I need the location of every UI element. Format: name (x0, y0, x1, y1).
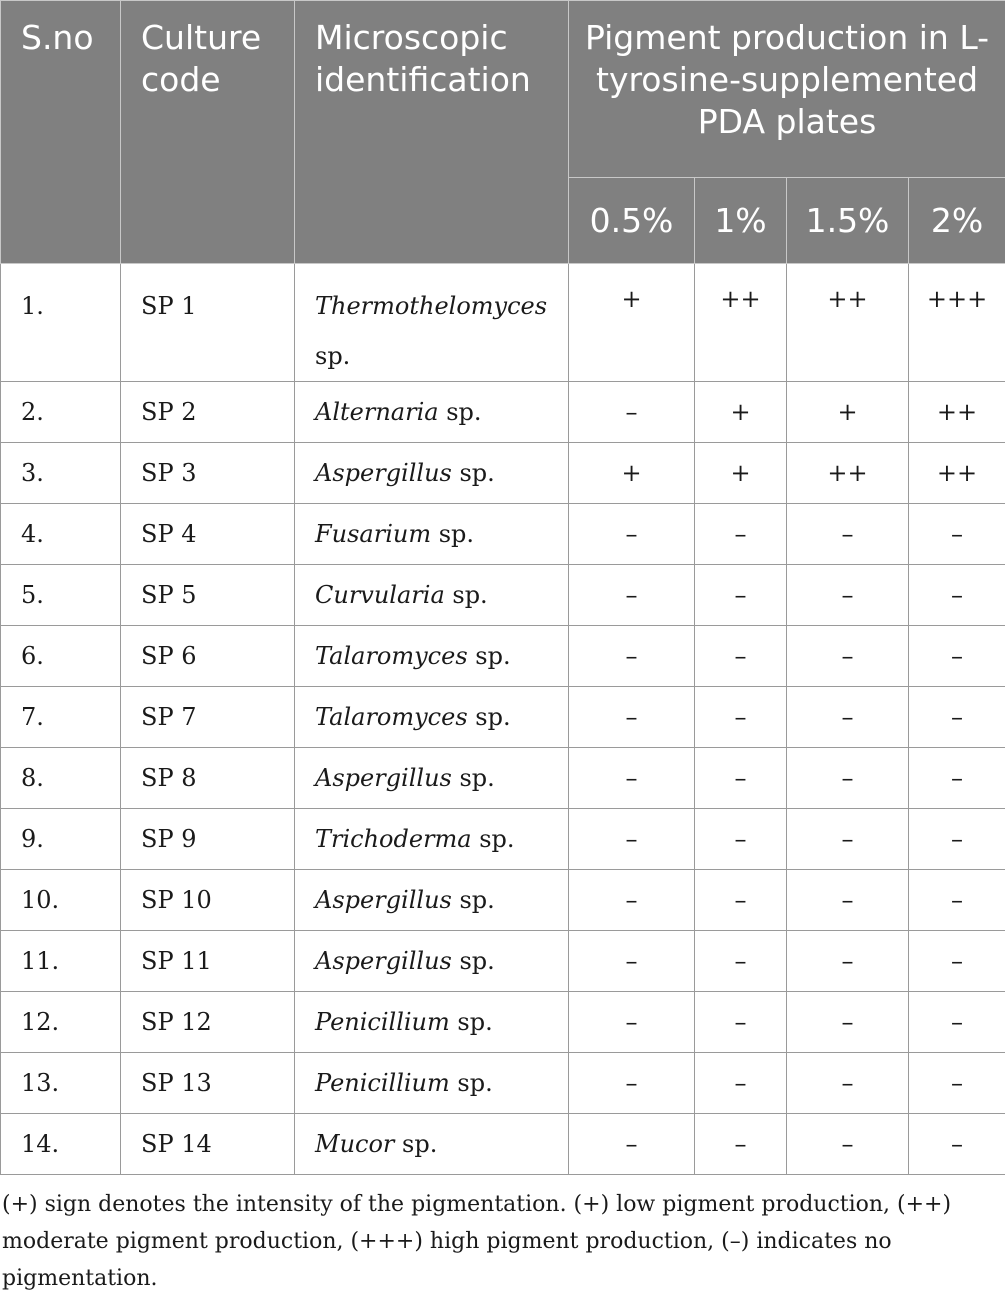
cell-identification (295, 687, 569, 748)
table-row (1, 1053, 1005, 1114)
table-row (1, 870, 1005, 931)
cell-pigment-value: + (569, 264, 695, 382)
cell-pigment-value: – (695, 1053, 787, 1114)
cell-pigment-value: – (787, 1114, 909, 1175)
species-suffix: sp. (452, 459, 495, 487)
cell-pigment-value: – (787, 626, 909, 687)
cell-sno: 12. (1, 992, 121, 1053)
cell-pigment-value: – (787, 992, 909, 1053)
cell-identification (295, 1114, 569, 1175)
cell-pigment-value: ++ (695, 264, 787, 382)
table-row (1, 1114, 1005, 1175)
cell-pigment-value: +++ (909, 264, 1005, 382)
species-suffix: sp. (452, 764, 495, 792)
cell-pigment-value: – (787, 565, 909, 626)
header-culture-code: Culture code (121, 1, 295, 264)
cell-pigment-value: – (695, 504, 787, 565)
species-suffix: sp. (394, 1130, 437, 1158)
cell-pigment-value: – (569, 382, 695, 443)
genus-name: Talaromyces (315, 703, 468, 731)
cell-culture-code: SP 4 (121, 504, 295, 565)
genus-name: Thermothelomyces (315, 292, 547, 320)
cell-pigment-value: – (695, 626, 787, 687)
cell-culture-code: SP 10 (121, 870, 295, 931)
cell-pigment-value: – (569, 931, 695, 992)
cell-pigment-value: + (695, 443, 787, 504)
cell-pigment-value: – (909, 504, 1005, 565)
table-row (1, 504, 1005, 565)
cell-pigment-value: – (695, 565, 787, 626)
cell-pigment-value: – (569, 748, 695, 809)
table-row (1, 626, 1005, 687)
cell-sno: 10. (1, 870, 121, 931)
cell-pigment-value: ++ (787, 443, 909, 504)
table-row (1, 565, 1005, 626)
cell-pigment-value: – (569, 687, 695, 748)
cell-pigment-value: – (909, 992, 1005, 1053)
cell-identification (295, 931, 569, 992)
cell-pigment-value: – (909, 870, 1005, 931)
table-row (1, 748, 1005, 809)
genus-name: Alternaria (315, 398, 439, 426)
cell-identification (295, 626, 569, 687)
cell-pigment-value: + (569, 443, 695, 504)
species-suffix: sp. (315, 342, 350, 370)
cell-identification (295, 1053, 569, 1114)
cell-pigment-value: + (787, 382, 909, 443)
species-suffix: sp. (468, 703, 511, 731)
cell-pigment-value: – (787, 748, 909, 809)
table-row (1, 809, 1005, 870)
cell-sno: 7. (1, 687, 121, 748)
species-suffix: sp. (450, 1008, 493, 1036)
cell-culture-code: SP 5 (121, 565, 295, 626)
cell-pigment-value: – (695, 1114, 787, 1175)
cell-pigment-value: – (909, 748, 1005, 809)
cell-pigment-value: – (909, 626, 1005, 687)
cell-sno: 14. (1, 1114, 121, 1175)
cell-culture-code: SP 1 (121, 264, 295, 382)
cell-sno: 11. (1, 931, 121, 992)
cell-identification (295, 809, 569, 870)
cell-culture-code: SP 11 (121, 931, 295, 992)
cell-culture-code: SP 14 (121, 1114, 295, 1175)
table-row (1, 443, 1005, 504)
header-concentration: 0.5% (569, 178, 695, 264)
table-row (1, 382, 1005, 443)
cell-pigment-value: – (909, 1053, 1005, 1114)
cell-identification (295, 264, 569, 382)
cell-pigment-value: – (695, 870, 787, 931)
cell-sno: 13. (1, 1053, 121, 1114)
cell-pigment-value: – (787, 809, 909, 870)
cell-pigment-value: – (695, 809, 787, 870)
cell-pigment-value: – (569, 1114, 695, 1175)
cell-sno: 1. (1, 264, 121, 382)
cell-pigment-value: – (909, 1114, 1005, 1175)
species-suffix: sp. (450, 1069, 493, 1097)
cell-culture-code: SP 12 (121, 992, 295, 1053)
table-row (1, 931, 1005, 992)
table-row (1, 687, 1005, 748)
cell-culture-code: SP 13 (121, 1053, 295, 1114)
cell-identification (295, 992, 569, 1053)
species-suffix: sp. (468, 642, 511, 670)
cell-identification (295, 565, 569, 626)
table-row (1, 992, 1005, 1053)
genus-name: Talaromyces (315, 642, 468, 670)
genus-name: Trichoderma (315, 825, 472, 853)
cell-pigment-value: – (695, 992, 787, 1053)
table-header (1, 1, 1005, 264)
species-suffix: sp. (452, 947, 495, 975)
cell-identification (295, 382, 569, 443)
cell-culture-code: SP 8 (121, 748, 295, 809)
species-suffix: sp. (445, 581, 488, 609)
species-suffix: sp. (452, 886, 495, 914)
cell-identification (295, 870, 569, 931)
cell-pigment-value: – (569, 870, 695, 931)
header-concentration: 1.5% (787, 178, 909, 264)
cell-identification (295, 504, 569, 565)
cell-pigment-value: – (787, 687, 909, 748)
cell-identification (295, 748, 569, 809)
cell-culture-code: SP 2 (121, 382, 295, 443)
header-sno: S.no (1, 1, 121, 264)
cell-sno: 2. (1, 382, 121, 443)
cell-pigment-value: – (569, 1053, 695, 1114)
cell-pigment-value: – (695, 687, 787, 748)
cell-pigment-value: – (569, 565, 695, 626)
genus-name: Aspergillus (315, 764, 452, 792)
cell-pigment-value: – (787, 1053, 909, 1114)
species-suffix: sp. (472, 825, 515, 853)
table-body (1, 264, 1005, 1175)
cell-pigment-value: – (787, 504, 909, 565)
genus-name: Aspergillus (315, 459, 452, 487)
cell-pigment-value: – (569, 809, 695, 870)
table-footnote: (+) sign denotes the intensity of the pigmentation. (+) low pigment production, (++) moderate pigment production, (+++) high pigment production, (–) indicates no pigmentation. (2, 1186, 962, 1297)
header-pigment-production: Pigment production in L-tyrosine-supplemented PDA plates (569, 1, 1005, 178)
cell-pigment-value: + (695, 382, 787, 443)
cell-pigment-value: – (695, 748, 787, 809)
genus-name: Mucor (315, 1130, 394, 1158)
cell-pigment-value: ++ (787, 264, 909, 382)
header-microscopic-identification: Microscopic identification (295, 1, 569, 264)
cell-culture-code: SP 9 (121, 809, 295, 870)
cell-sno: 4. (1, 504, 121, 565)
header-concentration: 2% (909, 178, 1005, 264)
genus-name: Aspergillus (315, 886, 452, 914)
cell-pigment-value: – (787, 931, 909, 992)
genus-name: Penicillium (315, 1008, 450, 1036)
cell-culture-code: SP 7 (121, 687, 295, 748)
genus-name: Aspergillus (315, 947, 452, 975)
cell-pigment-value: – (909, 687, 1005, 748)
cell-pigment-value: ++ (909, 443, 1005, 504)
cell-pigment-value: – (695, 931, 787, 992)
header-concentration: 1% (695, 178, 787, 264)
cell-sno: 8. (1, 748, 121, 809)
cell-pigment-value: – (909, 565, 1005, 626)
table-row (1, 264, 1005, 382)
genus-name: Curvularia (315, 581, 445, 609)
cell-pigment-value: – (909, 931, 1005, 992)
cell-pigment-value: – (569, 626, 695, 687)
cell-pigment-value: – (569, 992, 695, 1053)
cell-identification (295, 443, 569, 504)
genus-name: Fusarium (315, 520, 431, 548)
cell-pigment-value: – (909, 809, 1005, 870)
cell-pigment-value: – (787, 870, 909, 931)
cell-sno: 6. (1, 626, 121, 687)
species-suffix: sp. (431, 520, 474, 548)
cell-culture-code: SP 6 (121, 626, 295, 687)
cell-sno: 3. (1, 443, 121, 504)
cell-pigment-value: ++ (909, 382, 1005, 443)
cell-culture-code: SP 3 (121, 443, 295, 504)
genus-name: Penicillium (315, 1069, 450, 1097)
cell-sno: 9. (1, 809, 121, 870)
species-suffix: sp. (439, 398, 482, 426)
cell-pigment-value: – (569, 504, 695, 565)
cell-sno: 5. (1, 565, 121, 626)
